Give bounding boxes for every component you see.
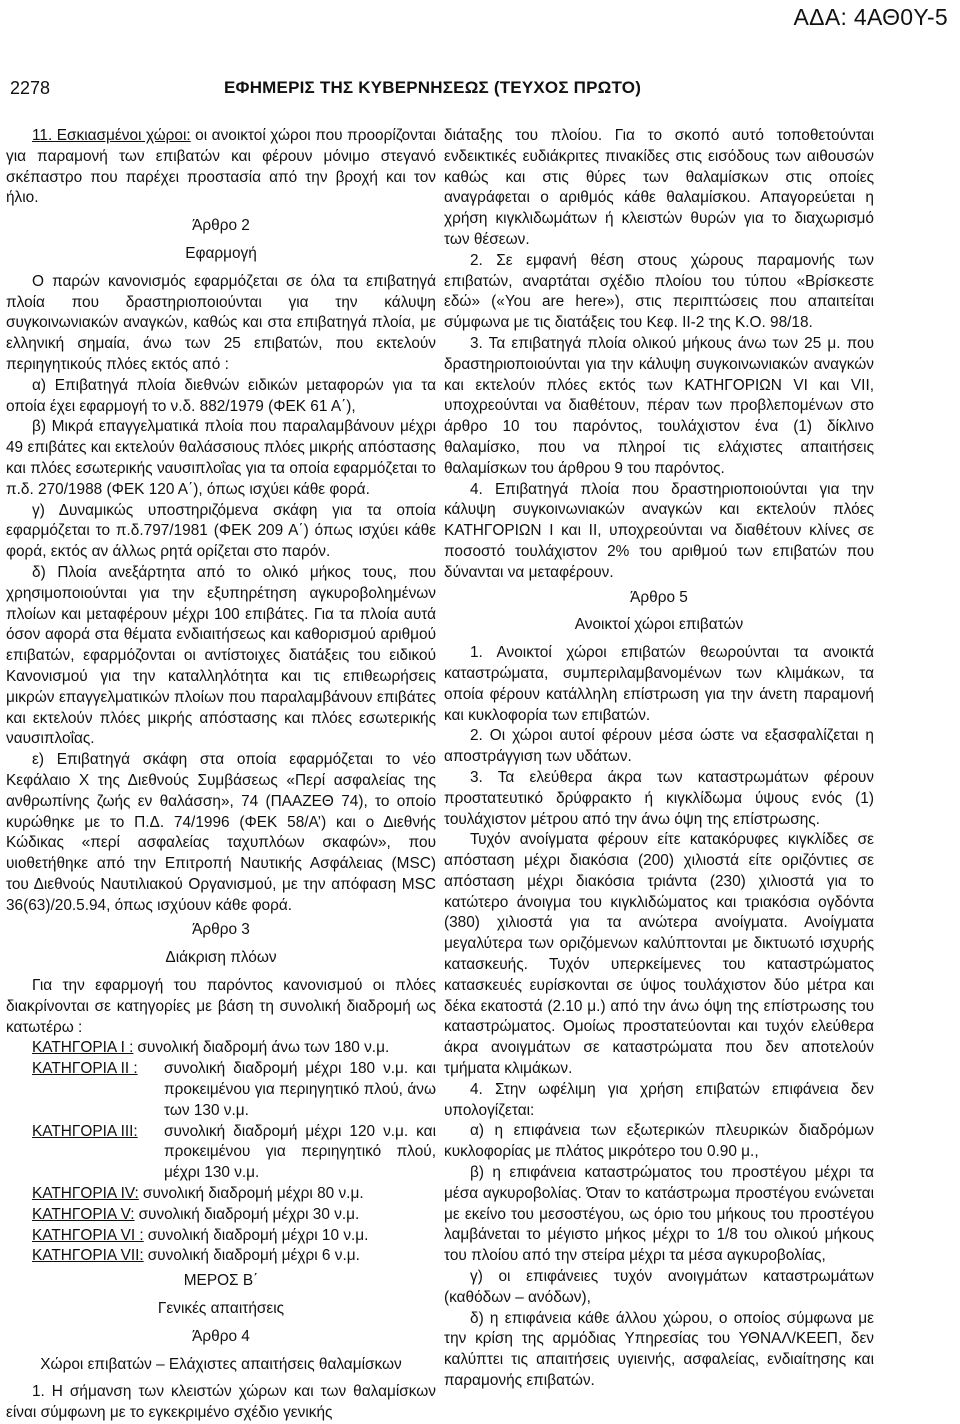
- article-5-item-d: δ) η επιφάνεια κάθε άλλου χώρου, ο οποίος σύμφωνα με την κρίση της αρμόδιας Υπηρεσίας του ΥΘΝΑΛ/ΚΕΕΠ, δεν καλύπτει τις απαιτήσεις υγιεινής, ασφαλείας, ενδιαίτησης και παραμονής επιβατών.: [444, 1309, 874, 1390]
- category-text: συνολική διαδρομή μέχρι 80 ν.μ.: [142, 1185, 364, 1203]
- article-4-paragraph-3: 3. Τα επιβατηγά πλοία ολικού μήκους άνω των 25 μ. που δραστηριοποιούνται για την κάλυψη συγκοινωνιακών αναγκών και εκτελούν πλόες εκτός των ΚΑΤΗΓΟΡΙΩΝ VI και VII, υποχρεούνται να διαθέτουν, πέραν των προβλεπομένων στο άρθρο 10 του παρόντος, τουλάχιστον ένα (1) δίκλινο θαλαμίσκο, που να πληροί τις ελάχιστες απαιτήσεις θαλαμίσκων του άρθρου 9 του παρόντος.: [444, 334, 874, 477]
- article-5-item-a: α) η επιφάνεια των εξωτερικών πλευρικών διαδρόμων κυκλοφορίας με πλάτος μικρότερο του 0.90 μ.,: [444, 1122, 874, 1161]
- category-item: [32, 1122, 436, 1184]
- category-item: [32, 1205, 436, 1226]
- category-text: συνολική διαδρομή μέχρι 180 ν.μ. και προκειμένου για περιηγητικό πλού, άνω των 130 ν.μ.: [164, 1060, 436, 1119]
- part-b-title: ΜΕΡΟΣ Β΄: [183, 1272, 259, 1290]
- article-5-paragraph-2: 2. Οι χώροι αυτοί φέρουν μέσα ώστε να εξασφαλίζεται η αποστράγγιση των υδάτων.: [444, 727, 874, 766]
- article-3-heading: Διάκριση πλόων: [165, 949, 277, 967]
- left-column: [6, 126, 436, 1424]
- page-header: [10, 78, 932, 102]
- article-5-title: Άρθρο 5: [630, 588, 688, 606]
- category-label: ΚΑΤΗΓΟΡΙΑ V:: [32, 1205, 135, 1223]
- category-item: [32, 1038, 436, 1059]
- category-text: συνολική διαδρομή μέχρι 6 ν.μ.: [147, 1247, 360, 1265]
- category-item: [32, 1246, 436, 1267]
- journal-title: ΕΦΗΜΕΡΙΣ ΤΗΣ ΚΥΒΕΡΝΗΣΕΩΣ (ΤΕΥΧΟΣ ΠΡΩΤΟ): [224, 78, 642, 97]
- category-item: [32, 1184, 436, 1205]
- article-3-intro: Για την εφαρμογή του παρόντος κανονισμού οι πλόες διακρίνονται σε κατηγορίες με βάση τη συνολική διαδρομή ως κατωτέρω :: [6, 977, 436, 1036]
- article-5-paragraph-3: 3. Τα ελεύθερα άκρα των καταστρωμάτων φέρουν προστατευτικό δρύφρακτο ή κιγκλίδωμα ύψους ενός (1) τουλάχιστον μέτρου από την άνω όψη της επίστρωσης.: [444, 768, 874, 828]
- category-list: [6, 1038, 436, 1267]
- article-2-item-b: β) Μικρά επαγγελματικά πλοία που παραλαμβάνουν μέχρι 49 επιβάτες και εκτελούν θαλάσσιους πλόες μικρής απόστασης και πλόες εσωτερικής ναυσιπλοΐας για τα οποία εφαρμόζεται το π.δ. 270/1988 (ΦΕΚ 120 Α΄), όπως ισχύει κάθε φορά.: [6, 418, 436, 498]
- category-label: ΚΑΤΗΓΟΡΙΑ Ι :: [32, 1039, 134, 1057]
- category-text: συνολική διαδρομή μέχρι 120 ν.μ. και προκειμένου για περιηγητικό πλού, μέχρι 130 ν.μ.: [164, 1122, 436, 1182]
- category-text: συνολική διαδρομή άνω των 180 ν.μ.: [137, 1039, 390, 1057]
- article-5-item-b: β) η επιφάνεια καταστρώματος του προστέγου μέχρι τα μέσα αγκυροβολίας. Όταν το κατάστρωμα προστέγου ενώνεται με εκείνο του μεσοστέγου, ως όριο του μήκους του προστέγου λαμβάνεται το μέγιστο μήκος μέχρι το 1/8 του ολικού μήκους του πλοίου από την στείρα μέχρι τα μέσα αγκυροβολίας,: [444, 1164, 874, 1265]
- article-4-paragraph-1: 1. Η σήμανση των κλειστών χώρων και των θαλαμίσκων είναι σύμφωνη με το εγκεκριμένο σχέδιο γενικής: [6, 1383, 436, 1422]
- category-label: ΚΑΤΗΓΟΡΙΑ ΙΙ :: [32, 1060, 138, 1078]
- article-5-paragraph-3b: Τυχόν ανοίγματα φέρουν είτε κατακόρυφες κιγκλίδες σε απόσταση μέχρι διακόσια (200) χιλιοστά είτε οριζόντιες σε απόσταση μέχρι διακόσια τριάντα (230) χιλιοστά για το κατώτερο άνοιγμα του κιγκλιδώματος και τριακόσια ογδόντα (380) χιλιοστά για τα ανώτερα ανοίγματα. Ανοίγματα μεγαλύτερα των οριζόμενων καλύπτονται με δικτυωτό ισχυρής κατασκευής. Τυχόν υπερκείμενες του καταστρώματος κατασκευές ευρίσκονται σε ύψος τουλάχιστον δύο μέτρα και δέκα εκατοστά (2.10 μ.) από την άνω όψη της επίστρωσης του καταστρώματος. Ομοίως προστατεύονται και τυχόν ελεύθερα άκρα ανοιγμάτων σε καταστρώματα που δεν αποτελούν τμήματα κλιμάκων.: [444, 831, 874, 1078]
- article-4-title: Άρθρο 4: [192, 1327, 250, 1345]
- article-5-paragraph-4: 4. Στην ωφέλιμη για χρήση επιβατών επιφάνεια δεν υπολογίζεται:: [444, 1080, 874, 1119]
- article-4-paragraph-4: 4. Επιβατηγά πλοία που δραστηριοποιούνται για την κάλυψη συγκοινωνιακών αναγκών και εκτελούν πλόες ΚΑΤΗΓΟΡΙΩΝ Ι και ΙΙ, υποχρεούνται να διαθέτουν κλίνες σε ποσοστό τουλάχιστον 2% του αριθμού των επιβατών που δύνανται να μεταφέρουν.: [444, 480, 874, 581]
- ada-code: ΑΔΑ: 4ΑΘ0Υ-5: [793, 4, 948, 30]
- article-5-heading: Ανοικτοί χώροι επιβατών: [574, 616, 744, 634]
- article-2-item-a: α) Επιβατηγά πλοία διεθνών ειδικών μεταφορών για τα οποία έχει εφαρμογή το ν.δ. 882/1979 (ΦΕΚ 61 Α΄),: [6, 376, 436, 415]
- page-number: 2278: [10, 78, 51, 98]
- category-label: ΚΑΤΗΓΟΡΙΑ ΙΙΙ:: [32, 1122, 138, 1140]
- article-5-item-c: γ) οι επιφάνειες τυχόν ανοιγμάτων καταστρωμάτων (καθόδων – ανόδων),: [444, 1268, 874, 1306]
- article-3-title: Άρθρο 3: [192, 921, 250, 939]
- part-b-heading: Γενικές απαιτήσεις: [157, 1300, 285, 1318]
- category-item: [32, 1226, 436, 1247]
- category-text: συνολική διαδρομή μέχρι 10 ν.μ.: [147, 1226, 369, 1244]
- article-2-item-e: ε) Επιβατηγά σκάφη στα οποία εφαρμόζεται το νέο Κεφάλαιο Χ της Διεθνούς Συμβάσεως «Περί ασφαλείας της ανθρωπίνης ζωής εν θαλάσση», 74 (ΠΑΑΖΕΘ 74), το οποίο κυρώθηκε με το Π.Δ. 74/1996 (ΦΕΚ 58/Α’) και ο Διεθνής Κώδικας «περί ασφαλείας ταχυπλόων σκαφών», που υιοθετήθηκε από την Επιτροπή Ναυτικής Ασφάλειας (MSC) του Διεθνούς Ναυτιλιακού Οργανισμού, με την απόφαση MSC 36(63)/20.5.94, όπως ισχύουν κάθε φορά.: [6, 751, 436, 914]
- definition-11-label: 11. Εσκιασμένοι χώροι:: [32, 127, 191, 144]
- category-label: ΚΑΤΗΓΟΡΙΑ IV:: [32, 1185, 139, 1203]
- category-text: συνολική διαδρομή μέχρι 30 ν.μ.: [138, 1205, 360, 1223]
- article-2-intro: Ο παρών κανονισμός εφαρμόζεται σε όλα τα επιβατηγά πλοία που δραστηριοποιούνται για την κάλυψη συγκοινωνιακών αναγκών, καθώς και στα επιβατηγά πλοία, με ελληνική σημαία, άνω των 25 επιβατών, που εκτελούν περιηγητικούς πλόες εκτός από :: [6, 272, 436, 373]
- definition-11: [6, 126, 436, 209]
- right-column: [444, 126, 874, 1392]
- category-item: [32, 1059, 436, 1121]
- article-4-heading: Χώροι επιβατών – Ελάχιστες απαιτήσεις θαλαμίσκων: [40, 1355, 402, 1373]
- article-2-heading: Εφαρμογή: [185, 244, 257, 262]
- article-2-title: Άρθρο 2: [192, 217, 250, 235]
- category-label: ΚΑΤΗΓΟΡΙΑ VII:: [32, 1247, 144, 1265]
- article-2-item-c: γ) Δυναμικώς υποστηριζόμενα σκάφη για τα οποία εφαρμόζεται το π.δ.797/1981 (ΦΕΚ 209 Α΄) όπως ισχύει κάθε φορά, εκτός αν άλλως ρητά ορίζεται στο παρόν.: [6, 501, 436, 561]
- article-5-paragraph-1: 1. Ανοικτοί χώροι επιβατών θεωρούνται τα ανοικτά καταστρώματα, συμπεριλαμβανομένων των κλιμάκων, τα οποία φέρουν κατάλληλη επίστρωση για την άνετη παραμονή και κυκλοφορία των επιβατών.: [444, 644, 874, 724]
- article-4-paragraph-2: 2. Σε εμφανή θέση στους χώρους παραμονής των επιβατών, αναρτάται σχέδιο πλοίου του τύπου «Βρίσκεστε εδώ» («You are here»), στις περιπτώσεις που απαιτείται σύμφωνα με τις διατάξεις του Κεφ. ΙΙ-2 της Κ.Ο. 98/18.: [444, 251, 874, 332]
- definition-11-text: οι ανοικτοί χώροι που προορίζονται για παραμονή των επιβατών και φέρουν μόνιμο στεγανό σκέπαστρο που παρέχει προστασία από την βροχή και τον ήλιο.: [6, 127, 436, 207]
- article-4-paragraph-1-continued: διάταξης του πλοίου. Για το σκοπό αυτό τοποθετούνται ενδεικτικές ευδιάκριτες πινακίδες στις εισόδους των αιθουσών καθώς και στις θύρες των θαλαμίσκων στις οποίες αναγράφεται ο αριθμός κάθε θαλαμίσκου. Απαγορεύεται η χρήση κιγκλιδωμάτων ή κλειστών θυρών για το διαχωρισμό των θέσεων.: [444, 127, 874, 248]
- category-label: ΚΑΤΗΓΟΡΙΑ VI :: [32, 1226, 144, 1244]
- article-2-item-d: δ) Πλοία ανεξάρτητα από το ολικό μήκος τους, που χρησιμοποιούνται για την εξυπηρέτηση αγκυροβολημένων πλοίων και μεταφέρουν μέχρι 100 επιβάτες. Για τα πλοία αυτά όσον αφορά στα θέματα ενδιαιτήσεως και καθορισμού αριθμού επιβατών, εφαρμόζονται οι αντίστοιχες διατάξεις του ειδικού Κανονισμού για την καταλληλότητα και τις επιθεωρήσεις μικρών επαγγελματικών πλοίων που παραλαμβάνουν επιβάτες και εκτελούν πλόες μικρής απόστασης και πλόες εσωτερικής ναυσιπλοΐας.: [6, 563, 436, 748]
